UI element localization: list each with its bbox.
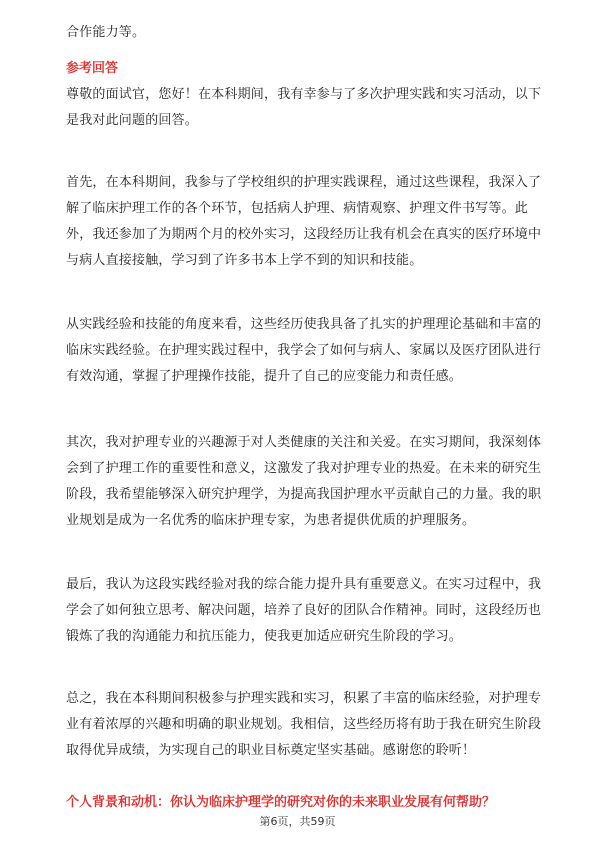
paragraph-6	[66, 686, 546, 764]
paragraph-line: 其次，我对护理专业的兴趣源于对人类健康的关注和关爱。在实习期间，我深刻体	[66, 435, 542, 450]
paragraph-1	[66, 82, 546, 134]
paragraph-line: 从实践经验和技能的角度来看，这些经历使我具备了扎实的护理理论基础和丰富的	[66, 317, 542, 332]
paragraph-line: 业有着浓厚的兴趣和明确的职业规划。我相信，这些经历将有助于我在研究生阶段	[66, 717, 542, 732]
next-question-heading: 个人背景和动机：你认为临床护理学的研究对你的未来职业发展有何帮助？	[66, 795, 496, 810]
paragraph-5	[66, 572, 546, 650]
answer-label: 参考回答	[66, 61, 119, 76]
paragraph-line: 锻炼了我的沟通能力和抗压能力，使我更加适应研究生阶段的学习。	[66, 629, 463, 644]
paragraph-line: 最后，我认为这段实践经验对我的综合能力提升具有重要意义。在实习过程中，我	[66, 577, 542, 592]
paragraph-line: 有效沟通，掌握了护理操作技能，提升了自己的应变能力和责任感。	[66, 369, 463, 384]
paragraph-line: 尊敬的面试官，您好！在本科期间，我有幸参与了多次护理实践和实习活动，以下	[66, 87, 542, 102]
top-line-text: 合作能力等。	[66, 25, 146, 40]
top-line	[66, 20, 546, 46]
paragraph-line: 临床实践经验。在护理实践过程中，我学会了如何与病人、家属以及医疗团队进行	[66, 343, 542, 358]
paragraph-line: 首先，在本科期间，我参与了学校组织的护理实践课程，通过这些课程，我深入了	[66, 175, 542, 190]
paragraph-line: 会到了护理工作的重要性和意义，这激发了我对护理专业的热爱。在未来的研究生	[66, 461, 542, 476]
paragraph-4	[66, 430, 546, 534]
paragraph-line: 是我对此问题的回答。	[66, 113, 199, 128]
paragraph-line: 解了临床护理工作的各个环节，包括病人护理、病情观察、护理文件书写等。此	[66, 201, 529, 216]
paragraph-line: 总之，我在本科期间积极参与护理实践和实习，积累了丰富的临床经验，对护理专	[66, 691, 542, 706]
paragraph-3	[66, 312, 546, 390]
page-footer: 第6页，共59页	[259, 815, 336, 828]
paragraph-line: 与病人直接接触，学习到了许多书本上学不到的知识和技能。	[66, 253, 423, 268]
paragraph-line: 学会了如何独立思考、解决问题，培养了良好的团队合作精神。同时，这段经历也	[66, 603, 542, 618]
paragraph-line: 外，我还参加了为期两个月的校外实习，这段经历让我有机会在真实的医疗环境中	[66, 227, 542, 242]
paragraph-2	[66, 170, 546, 274]
paragraph-line: 业规划是成为一名优秀的临床护理专家，为患者提供优质的护理服务。	[66, 513, 476, 528]
paragraph-line: 取得优异成绩，为实现自己的职业目标奠定坚实基础。感谢您的聆听！	[66, 743, 476, 758]
paragraph-line: 阶段，我希望能够深入研究护理学，为提高我国护理水平贡献自己的力量。我的职	[66, 487, 542, 502]
